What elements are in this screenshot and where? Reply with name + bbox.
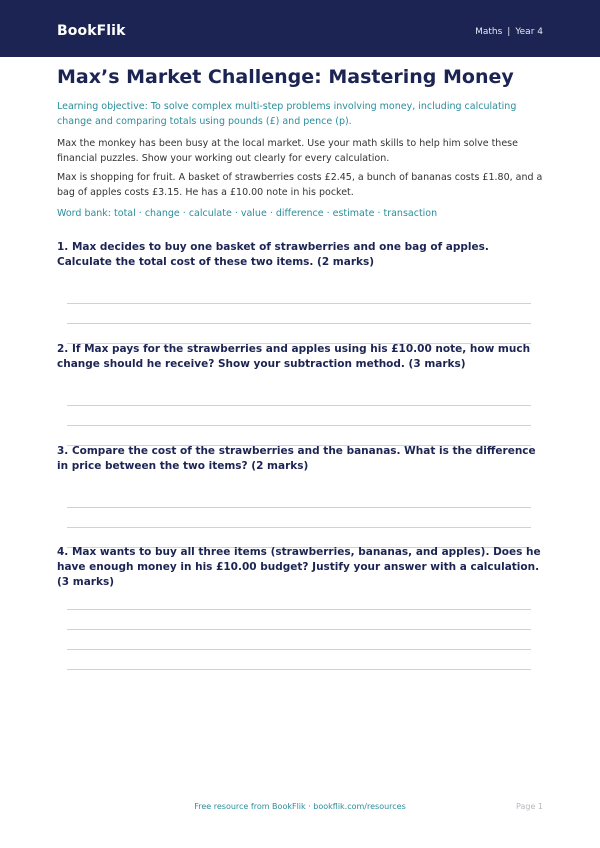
meta-separator: | (507, 27, 511, 37)
answer-line[interactable] (67, 669, 531, 670)
intro-paragraph: Max the monkey has been busy at the local market. Use your math skills to help him solve these financial puzzles. Show your working out clearly for every calculation. (57, 138, 518, 164)
answer-line[interactable] (67, 425, 531, 426)
answer-line[interactable] (67, 405, 531, 406)
question-1: 1. Max decides to buy one basket of strawberries and one bag of apples. Calculate the total cost of these two items. (2 marks) (57, 241, 489, 268)
page-header (0, 0, 600, 57)
worksheet-title: Max’s Market Challenge: Mastering Money (57, 66, 514, 88)
brand-logo: BookFlik (57, 23, 126, 39)
answer-line[interactable] (67, 303, 531, 304)
page-number: Page 1 (516, 802, 543, 811)
answer-line[interactable] (67, 609, 531, 610)
scenario-paragraph: Max is shopping for fruit. A basket of strawberries costs £2.45, a bunch of bananas costs £1.80, and a bag of apples costs £3.15. He has a £10.00 note in his pocket. (57, 172, 543, 198)
answer-line[interactable] (67, 323, 531, 324)
year-label: Year 4 (515, 27, 543, 37)
question-3: 3. Compare the cost of the strawberries and the bananas. What is the difference in price between the two items? (2 marks) (57, 445, 536, 472)
word-bank: Word bank: total · change · calculate · value · difference · estimate · transaction (57, 208, 438, 219)
question-4: 4. Max wants to buy all three items (strawberries, bananas, and apples). Does he have enough money in his £10.00 budget? Justify your answer with a calculation. (3 marks) (57, 546, 541, 588)
answer-line[interactable] (67, 527, 531, 528)
answer-line[interactable] (67, 649, 531, 650)
footer-credit: Free resource from BookFlik · bookflik.com/resources (194, 802, 406, 811)
question-2: 2. If Max pays for the strawberries and apples using his £10.00 note, how much change should he receive? Show your subtraction method. (3 marks) (57, 343, 531, 370)
subject-label: Maths (475, 27, 503, 37)
subject-year-label (475, 27, 543, 37)
answer-line[interactable] (67, 629, 531, 630)
answer-line[interactable] (67, 507, 531, 508)
learning-objective: Learning objective: To solve complex multi-step problems involving money, including calculating change and comparing totals using pounds (£) and pence (p). (57, 101, 517, 127)
